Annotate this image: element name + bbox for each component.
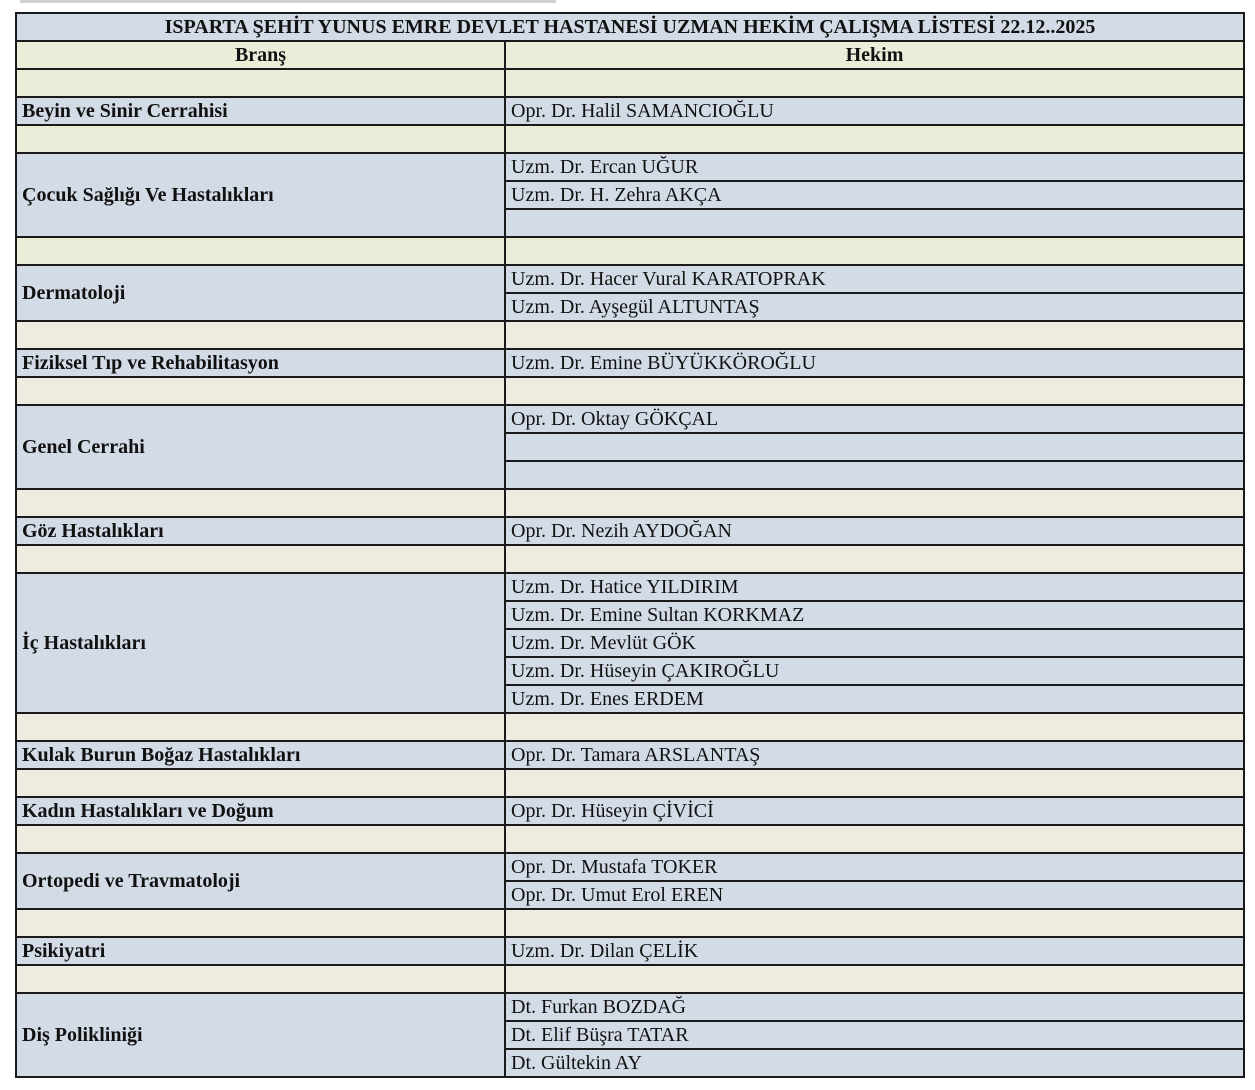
doctor-name: Uzm. Dr. H. Zehra AKÇA <box>505 181 1244 209</box>
table-row <box>16 517 1244 545</box>
column-header-branch: Branş <box>16 41 505 69</box>
table-row <box>16 265 1244 293</box>
spacer-cell-branch <box>16 545 505 573</box>
doctor-name: Uzm. Dr. Enes ERDEM <box>505 685 1244 713</box>
branch-name: Kulak Burun Boğaz Hastalıkları <box>16 741 505 769</box>
table-row <box>16 349 1244 377</box>
spacer-cell-doctor <box>505 909 1244 937</box>
spacer-row <box>16 377 1244 405</box>
doctor-name <box>505 433 1244 461</box>
doctor-name: Uzm. Dr. Emine Sultan KORKMAZ <box>505 601 1244 629</box>
table-row <box>16 741 1244 769</box>
spacer-cell-branch <box>16 125 505 153</box>
spacer-row <box>16 321 1244 349</box>
spacer-cell-doctor <box>505 377 1244 405</box>
table-row <box>16 97 1244 125</box>
spacer-cell-branch <box>16 237 505 265</box>
title-row <box>16 13 1244 41</box>
spacer-row <box>16 909 1244 937</box>
doctor-name: Uzm. Dr. Ercan UĞUR <box>505 153 1244 181</box>
table-row <box>16 405 1244 433</box>
table-title: ISPARTA ŞEHİT YUNUS EMRE DEVLET HASTANESİ UZMAN HEKİM ÇALIŞMA LİSTESİ 22.12..2025 <box>16 13 1244 41</box>
spacer-cell-doctor <box>505 965 1244 993</box>
doctor-name: Dt. Furkan BOZDAĞ <box>505 993 1244 1021</box>
spacer-cell-doctor <box>505 489 1244 517</box>
doctor-name: Opr. Dr. Oktay GÖKÇAL <box>505 405 1244 433</box>
doctor-name: Uzm. Dr. Hatice YILDIRIM <box>505 573 1244 601</box>
spacer-row <box>16 769 1244 797</box>
spacer-row <box>16 713 1244 741</box>
branch-name: Dermatoloji <box>16 265 505 321</box>
doctor-name <box>505 209 1244 237</box>
table-row <box>16 993 1244 1021</box>
spacer-row <box>16 825 1244 853</box>
branch-name: Ortopedi ve Travmatoloji <box>16 853 505 909</box>
spacer-cell-doctor <box>505 237 1244 265</box>
spacer-cell-doctor <box>505 545 1244 573</box>
spacer-row <box>16 69 1244 97</box>
spacer-cell-branch <box>16 909 505 937</box>
table-row <box>16 937 1244 965</box>
column-header-doctor: Hekim <box>505 41 1244 69</box>
spacer-cell-branch <box>16 321 505 349</box>
spacer-cell-doctor <box>505 125 1244 153</box>
branch-name: Kadın Hastalıkları ve Doğum <box>16 797 505 825</box>
spacer-cell-branch <box>16 489 505 517</box>
header-row <box>16 41 1244 69</box>
spacer-cell-doctor <box>505 321 1244 349</box>
spacer-cell-branch <box>16 69 505 97</box>
branch-name: Göz Hastalıkları <box>16 517 505 545</box>
doctor-name: Dt. Elif Büşra TATAR <box>505 1021 1244 1049</box>
branch-name: Diş Polikliniği <box>16 993 505 1077</box>
spacer-row <box>16 125 1244 153</box>
spacer-cell-doctor <box>505 825 1244 853</box>
table-row <box>16 853 1244 881</box>
doctor-name: Uzm. Dr. Emine BÜYÜKKÖROĞLU <box>505 349 1244 377</box>
spacer-cell-branch <box>16 825 505 853</box>
spacer-row <box>16 489 1244 517</box>
spacer-cell-branch <box>16 377 505 405</box>
branch-name: Fiziksel Tıp ve Rehabilitasyon <box>16 349 505 377</box>
top-edge-bar <box>20 0 556 3</box>
spacer-cell-branch <box>16 713 505 741</box>
doctor-name: Opr. Dr. Tamara ARSLANTAŞ <box>505 741 1244 769</box>
branch-name: Psikiyatri <box>16 937 505 965</box>
doctor-name: Opr. Dr. Halil SAMANCIOĞLU <box>505 97 1244 125</box>
doctor-name: Opr. Dr. Hüseyin ÇİVİCİ <box>505 797 1244 825</box>
branch-name: İç Hastalıkları <box>16 573 505 713</box>
branch-name: Genel Cerrahi <box>16 405 505 489</box>
doctor-schedule-table <box>15 12 1245 1078</box>
doctor-name: Uzm. Dr. Ayşegül ALTUNTAŞ <box>505 293 1244 321</box>
spacer-cell-branch <box>16 965 505 993</box>
spacer-row <box>16 545 1244 573</box>
spacer-cell-doctor <box>505 713 1244 741</box>
spacer-row <box>16 237 1244 265</box>
doctor-name: Uzm. Dr. Hüseyin ÇAKIROĞLU <box>505 657 1244 685</box>
doctor-name: Uzm. Dr. Dilan ÇELİK <box>505 937 1244 965</box>
branch-name: Çocuk Sağlığı Ve Hastalıkları <box>16 153 505 237</box>
spacer-cell-doctor <box>505 69 1244 97</box>
doctor-name: Opr. Dr. Umut Erol EREN <box>505 881 1244 909</box>
doctor-name: Uzm. Dr. Hacer Vural KARATOPRAK <box>505 265 1244 293</box>
doctor-name: Dt. Gültekin AY <box>505 1049 1244 1077</box>
doctor-name <box>505 461 1244 489</box>
spacer-cell-branch <box>16 769 505 797</box>
spacer-cell-doctor <box>505 769 1244 797</box>
doctor-name: Uzm. Dr. Mevlüt GÖK <box>505 629 1244 657</box>
spacer-row <box>16 965 1244 993</box>
branch-name: Beyin ve Sinir Cerrahisi <box>16 97 505 125</box>
doctor-name: Opr. Dr. Mustafa TOKER <box>505 853 1244 881</box>
table-row <box>16 153 1244 181</box>
table-row <box>16 797 1244 825</box>
doctor-name: Opr. Dr. Nezih AYDOĞAN <box>505 517 1244 545</box>
table-row <box>16 573 1244 601</box>
